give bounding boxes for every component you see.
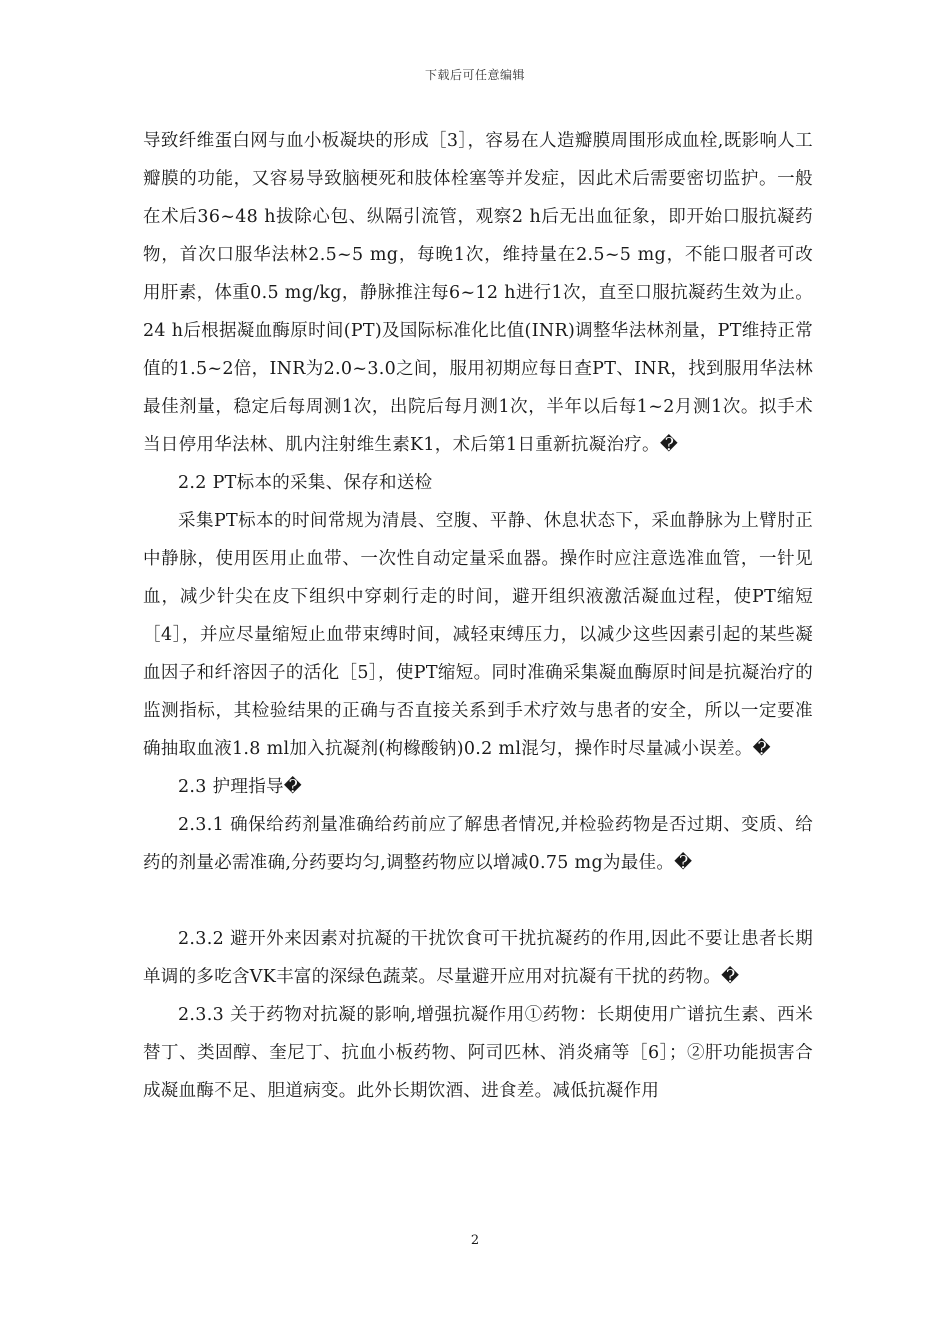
- document-body: [143, 122, 813, 1110]
- page-number: 2: [470, 1233, 480, 1248]
- section-heading-2-3: 2.3 护理指导�: [178, 777, 303, 797]
- paragraph-spacer: [143, 882, 813, 920]
- paragraph-pt-sample-collection: 采集PT标本的时间常规为清晨、空腹、平静、休息状态下，采血静脉为上臂肘正中静脉，使用医用止血带、一次性自动定量采血器。操作时应注意选准血管，一针见血，减少针尖在皮下组织中穿刺行走的时间，避开组织液激活凝血过程，使PT缩短［4］，并应尽量缩短止血带束缚时间，减轻束缚压力，以减少这些因素引起的某些凝血因子和纤溶因子的活化［5］，使PT缩短。同时准确采集凝血酶原时间是抗凝治疗的监测指标，其检验结果的正确与否直接关系到手术疗效与患者的安全，所以一定要准确抽取血液1.8 ml加入抗凝剂(枸橼酸钠)0.2 ml混匀，操作时尽量减小误差。�: [143, 511, 813, 759]
- paragraph-anticoagulation-monitoring: 导致纤维蛋白网与血小板凝块的形成［3］，容易在人造瓣膜周围形成血栓,既影响人工瓣膜的功能，又容易导致脑梗死和肢体栓塞等并发症，因此术后需要密切监护。一般在术后36~48 h拔除心包、纵隔引流管，观察2 h后无出血征象，即开始口服抗凝药物，首次口服华法林2.5~5 mg，每晚1次，维持量在2.5~5 mg，不能口服者可改用肝素，体重0.5 mg/kg，静脉推注每6~12 h进行1次，直至口服抗凝药生效为止。24 h后根据凝血酶原时间(PT)及国际标准化比值(INR)调整华法林剂量，PT维持正常值的1.5~2倍，INR为2.0~3.0之间，服用初期应每日查PT、INR，找到服用华法林最佳剂量，稳定后每周测1次，出院后每月测1次，半年以后每1~2月测1次。拟手术当日停用华法林、肌内注射维生素K1，术后第1日重新抗凝治疗。�: [143, 131, 813, 455]
- page-header: 下载后可任意编辑: [424, 68, 525, 82]
- section-heading-2-2: 2.2 PT标本的采集、保存和送检: [178, 473, 433, 493]
- paragraph-2-3-1-dosage: 2.3.1 确保给药剂量准确给药前应了解患者情况,并检验药物是否过期、变质、给药的剂量必需准确,分药要均匀,调整药物应以增减0.75 mg为最佳。�: [143, 815, 813, 873]
- paragraph-2-3-2-external-factors: 2.3.2 避开外来因素对抗凝的干扰饮食可干扰抗凝药的作用,因此不要让患者长期单调的多吃含VK丰富的深绿色蔬菜。尽量避开应用对抗凝有干扰的药物。�: [143, 929, 813, 987]
- paragraph-2-3-3-drug-effects: 2.3.3 关于药物对抗凝的影响,增强抗凝作用①药物：长期使用广谱抗生素、西米替丁、类固醇、奎尼丁、抗血小板药物、阿司匹林、消炎痛等［6］；②肝功能损害合成凝血酶不足、胆道病变。此外长期饮酒、进食差。减低抗凝作用: [143, 1005, 813, 1101]
